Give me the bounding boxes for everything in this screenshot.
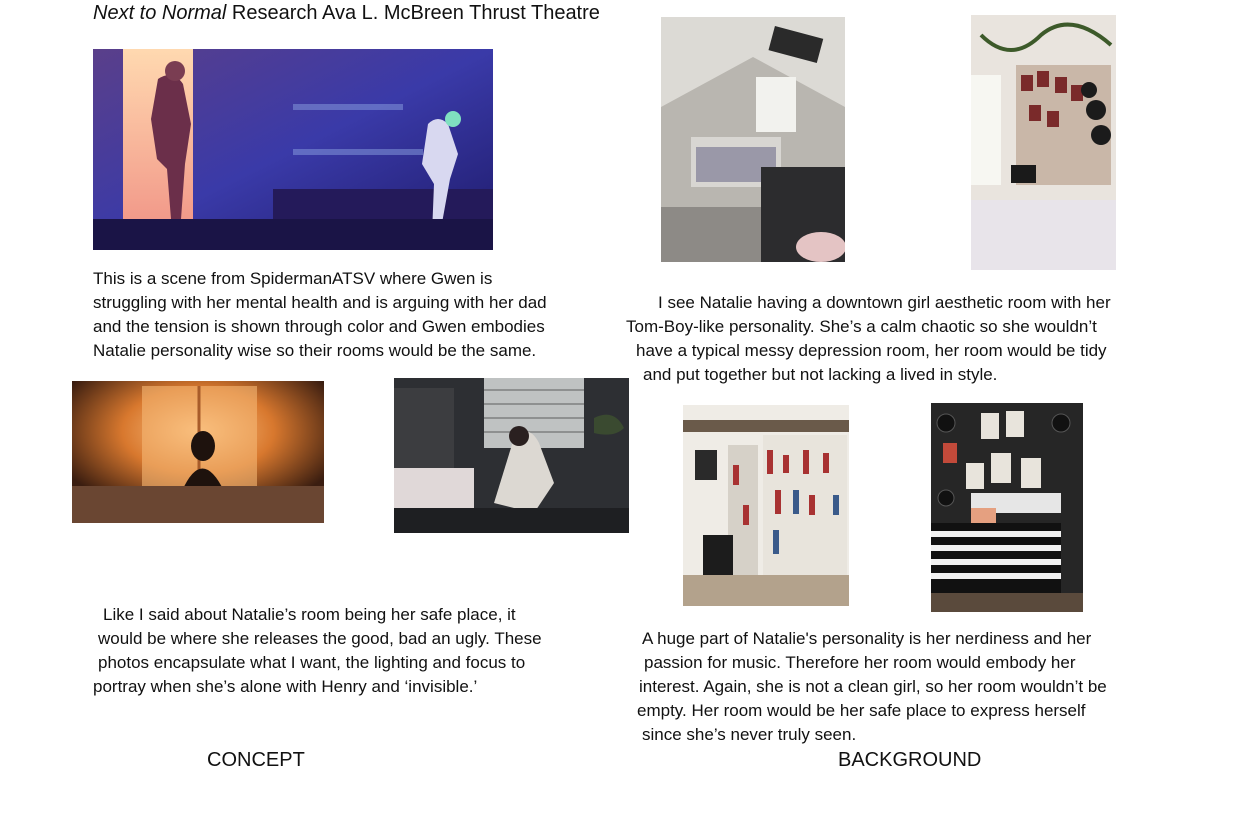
paragraph-line: since she’s never truly seen. [642, 725, 857, 744]
paragraph-line: and put together but not lacking a lived in style. [643, 365, 998, 384]
paragraph-line: I see Natalie having a downtown girl aesthetic room with her [658, 293, 1111, 312]
background-label: BACKGROUND [838, 749, 982, 771]
paragraph-line: empty. Her room would be her safe place to express herself [637, 701, 1086, 720]
safe-place-paragraph [93, 603, 542, 699]
paragraph-line: struggling with her mental health and is arguing with her dad [93, 293, 547, 312]
paragraph-line: would be where she releases the good, bad an ugly. These [98, 629, 542, 648]
spiderman-paragraph [93, 267, 547, 363]
music-bedroom-photo [931, 403, 1083, 612]
paragraph-line: This is a scene from SpidermanATSV where Gwen is [93, 269, 493, 288]
paragraph-line: and the tension is shown through color and Gwen embodies [93, 317, 545, 336]
bookshelf-room-photo [683, 405, 849, 606]
play-title: Next to Normal [93, 2, 227, 24]
paragraph-line: portray when she’s alone with Henry and ‘invisible.’ [93, 677, 478, 696]
concept-label: CONCEPT [207, 749, 305, 771]
paragraph-line: passion for music. Therefore her room would embody her [644, 653, 1076, 672]
paragraph-line: interest. Again, she is not a clean girl, so her room wouldn’t be [639, 677, 1107, 696]
sitting-girl-photo [394, 378, 629, 533]
paragraph-line: Tom-Boy-like personality. She’s a calm chaotic so she wouldn’t [626, 317, 1097, 336]
nerdiness-paragraph [637, 627, 1107, 747]
spiderman-scene-image [93, 49, 493, 250]
page-title [93, 2, 600, 25]
paragraph-line: Like I said about Natalie’s room being her safe place, it [103, 605, 516, 624]
girl-by-window-photo [72, 381, 324, 523]
paragraph-line: A huge part of Natalie's personality is her nerdiness and her [642, 629, 1092, 648]
title-rest: Research Ava L. McBreen Thrust Theatre [226, 2, 600, 24]
paragraph-line: have a typical messy depression room, her room would be tidy [636, 341, 1107, 360]
paragraph-line: photos encapsulate what I want, the lighting and focus to [98, 653, 526, 672]
aesthetic-paragraph [626, 291, 1111, 387]
attic-room-photo [661, 17, 845, 262]
downtown-bedroom-photo [971, 15, 1116, 270]
paragraph-line: Natalie personality wise so their rooms would be the same. [93, 341, 537, 360]
